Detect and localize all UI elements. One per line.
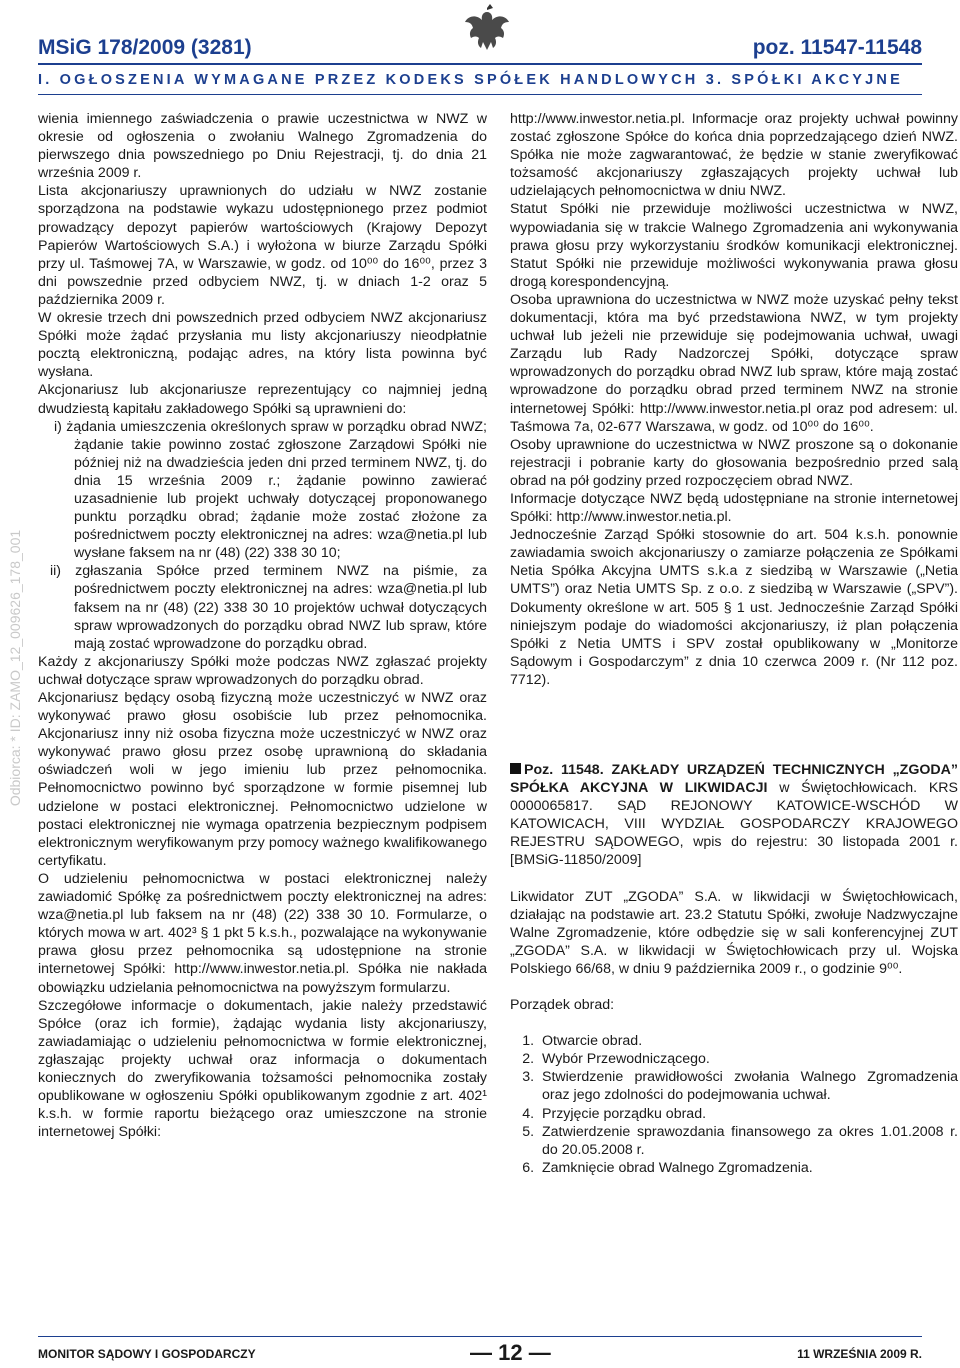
paragraph: Osoba uprawniona do uczestnictwa w NWZ może uzyskać pełny tekst dokumentacji, która ma być przedstawiona NWZ, w tym projekty uchwał lub jeżeli nie przewiduje się podejmowania uchwał, uwagi Zarządu lub Rady Nadzorczej Spółki, dotyczące spraw wprowadzonych do porządku obrad NWZ lub spraw, które mają zostać wprowadzone do porządku obrad przed terminem NWZ na stronie internetowej Spółki: http://www.inwestor.netia.pl oraz pod adresem: ul. Taśmowa 7a, 02-677 Warszawa, w godz. od 10⁰⁰ do 16⁰⁰. xyxy=(510,291,958,435)
page-number: — 12 — xyxy=(470,1340,551,1365)
paragraph: Likwidator ZUT „ZGODA” S.A. w likwidacji w Świętochłowicach, działając na podstawie art. 23.2 Statutu Spółki, zwołuje Nadzwyczajne Walne Zgromadzenie, które odbędzie się w sali konferencyjnej ZUT „ZGODA” S.A. w likwidacji w Świętochłowicach przy ul. Wojska Polskiego 66/68, w dniu 9 października 2009 r., o godzinie 9⁰⁰. xyxy=(510,888,958,977)
bullet-square-icon xyxy=(510,763,521,774)
agenda-item: 5. Zatwierdzenie sprawozdania finansowego za okres 1.01.2008 r. do 20.05.2008 r. xyxy=(538,1123,958,1159)
spacer xyxy=(510,689,958,761)
paragraph: Informacje dotyczące NWZ będą udostępniane na stronie internetowej Spółki: http://www.inwestor.netia.pl. xyxy=(510,490,958,526)
agenda-title: Porządek obrad: xyxy=(510,997,615,1014)
notice-title: Poz. 11548. ZAKŁADY URZĄDZEŃ TECHNICZNYCH „ZGODA” SPÓŁKA AKCYJNA W LIKWIDACJI xyxy=(510,762,958,797)
agenda-item: 4. Przyjęcie porządku obrad. xyxy=(538,1105,958,1123)
paragraph: Osoby uprawnione do uczestnictwa w NWZ proszone są o dokonanie rejestracji i pobranie karty do głosowania bezpośrednio przed salą obrad na pół godziny przed rozpoczęciem obrad NWZ. xyxy=(510,436,958,489)
spacer xyxy=(510,870,958,888)
publication-date: 11 WRZEŚNIA 2009 R. xyxy=(797,1347,922,1361)
publication-name: MONITOR SĄDOWY I GOSPODARCZY xyxy=(38,1347,256,1361)
header-divider xyxy=(38,63,922,65)
paragraph: Akcjonariusz lub akcjonariusze reprezentujący co najmniej jedną dwudziestą kapitału zakładowego Spółki są uprawnieni do: xyxy=(38,382,487,417)
agenda-item: 3. Stwierdzenie prawidłowości zwołania Walnego Zgromadzenia oraz jego zdolności do podejmowania uchwał. xyxy=(538,1068,958,1104)
section-heading: I. OGŁOSZENIA WYMAGANE PRZEZ KODEKS SPÓŁEK HANDLOWYCH 3. SPÓŁKI AKCYJNE xyxy=(38,72,903,88)
paragraph: O udzieleniu pełnomocnictwa w postaci elektronicznej należy zawiadomić Spółkę za pośrednictwem poczty elektronicznej na adres: wza@netia.pl lub faksem na nr (48) (22) 338 30 10. Formularze, o których mowa w art. 402³ § 1 pkt 5 k.s.h., pozwalające na wykonywanie prawa głosu przez pełnomocnika są udostępnione na stronie internetowej Spółki: http://www.inwestor.netia.pl. Spółka nie nakłada obowiązku udzielania pełnomocnictwa na powyższym formularzu. xyxy=(38,870,487,996)
recipient-watermark: Odbiorca: * ID: ZAMO_12_009626_178_001 xyxy=(7,529,23,807)
spacer xyxy=(510,978,958,996)
paragraph: Szczegółowe informacje o dokumentach, jakie należy przedstawić Spółce (oraz ich formie), żądając wydania listy akcjonariuszy, zawiadamiając o udzieleniu pełnomocnictwa w formie elektronicznej, zgłaszając projekty uchwał oraz informacja o dokumentach koniecznych do zweryfikowania tożsamości pełnomocnika zostały opublikowane w ogłoszeniu Spółki opublikowanym zgodnie z art. 402¹ k.s.h. w formie raportu bieżącego oraz umieszczone na stronie internetowej Spółki: xyxy=(38,997,487,1141)
paragraph: wienia imiennego zaświadczenia o prawie uczestnictwa w NWZ w okresie od ogłoszenia o zwołaniu Walnego Zgromadzenia do pierwszego dnia powszedniego po Dniu Rejestracji, tj. do dnia 21 września 2009 r. xyxy=(38,111,487,182)
polish-eagle-emblem-icon xyxy=(463,2,511,58)
list-item-ii: ii) zgłaszania Spółce przed terminem NWZ na piśmie, za pośrednictwem poczty elektronicznej na adres: wza@netia.pl lub faksem na nr (48) (22) 338 30 10 projektów uchwał dotyczących spraw wprowadzonych do porządku obrad NWZ lub spraw, które mają zostać wprowadzone do porządku obrad. xyxy=(50,563,487,652)
paragraph: http://www.inwestor.netia.pl. Informacje oraz projekty uchwał powinny zostać zgłoszone Spółce do końca dnia poprzedzającego dzień NWZ. Spółka nie może zagwarantować, że będzie w stanie zweryfikować tożsamość akcjonariuszy zgłaszających projekty uchwał lub udzielających pełnomocnictwa w dniu NWZ. xyxy=(510,111,958,200)
notice-header xyxy=(510,761,958,870)
agenda-list xyxy=(510,1032,958,1177)
paragraph: Każdy z akcjonariuszy Spółki może podczas NWZ zgłaszać projekty uchwał dotyczące spraw wprowadzonych do porządku obrad. xyxy=(38,653,487,688)
paragraph: W okresie trzech dni powszednich przed odbyciem NWZ akcjonariusz Spółki może żądać przysłania mu listy akcjonariuszy nieodpłatnie pocztą elektroniczną, podając adres, na który lista powinna być wysłana. xyxy=(38,310,487,381)
footer-divider xyxy=(38,1336,922,1337)
spacer xyxy=(510,1014,958,1032)
issue-number: MSiG 178/2009 (3281) xyxy=(38,36,252,59)
section-divider xyxy=(38,94,922,95)
paragraph: Statut Spółki nie przewiduje możliwości uczestnictwa w NWZ, wypowiadania się w trakcie Walnego Zgromadzenia ani wykonywania prawa głosu przy wykorzystaniu środków komunikacji elektronicznej. Statut Spółki nie przewiduje możliwości wykonywania prawa głosu drogą korespondencyjną. xyxy=(510,201,958,290)
right-column xyxy=(510,110,958,1177)
paragraph: Akcjonariusz będący osobą fizyczną może uczestniczyć w NWZ oraz wykonywać prawo głosu osobiście lub przez pełnomocnika. Akcjonariusz inny niż osoba fizyczna może uczestniczyć w NWZ oraz wykonywać prawo głosu przez osobę uprawnioną do składania oświadczeń woli w jego imieniu lub przez pełnomocnika. Pełnomocnictwo powinno być sporządzone w formie pisemnej lub udzielone w postaci elektronicznej. Pełnomocnictwo udzielone w postaci elektronicznej nie wymaga opatrzenia bezpiecznym podpisem elektronicznym weryfikowanym przy pomocy ważnego kwalifikowanego certyfikatu. xyxy=(38,690,487,869)
notice-registry: w Świętochłowicach. KRS 0000065817. SĄD REJONOWY KATOWICE-WSCHÓD W KATOWICACH, VIII WYDZIAŁ GOSPODARCZY KRAJOWEGO REJESTRU SĄDOWEGO, wpis do rejestru: 30 listopada 2001 r. [BMSiG-11850/2009] xyxy=(510,780,958,869)
agenda-item: 2. Wybór Przewodniczącego. xyxy=(538,1050,958,1068)
paragraph: Lista akcjonariuszy uprawnionych do udziału w NWZ zostanie sporządzona na podstawie wykazu udostępnionego przez podmiot prowadzący depozyt papierów wartościowych (Krajowy Depozyt Papierów Wartościowych S.A.) i wyłożona w biurze Zarządu Spółki przy ul. Taśmowej 7A, w Warszawie, w godz. od 10⁰⁰ do 16⁰⁰, przez 3 dni powszednie przed odbyciem NWZ, tj. w dniach 1-2 oraz 5 października 2009 r. xyxy=(38,183,487,308)
list-item-i: i) żądania umieszczenia określonych spraw w porządku obrad NWZ; żądanie takie powinno zostać zgłoszone Zarządowi Spółki nie później niż na dwadzieścia jeden dni przed terminem NWZ, tj. do dnia 15 września 2009 r.; żądanie powinno zawierać uzasadnienie lub projekt uchwały dotyczącej proponowanego punktu porządku obrad; żądanie może zostać złożone za pośrednictwem poczty elektronicznej na adres: wza@netia.pl lub wysłane faksem na nr (48) (22) 338 30 10; xyxy=(54,418,487,562)
agenda-item: 6. Zamknięcie obrad Walnego Zgromadzenia. xyxy=(538,1159,958,1177)
left-column xyxy=(38,110,487,1141)
agenda-item: 1. Otwarcie obrad. xyxy=(538,1032,958,1050)
position-range: poz. 11547-11548 xyxy=(752,36,922,59)
paragraph: Jednocześnie Zarząd Spółki stosownie do art. 504 k.s.h. ponownie zawiadamia swoich akcjonariuszy o zamiarze połączenia ze Spółkami Netia Spółka Akcyjna UMTS s.k.a z siedzibą w Warszawie („Netia UMTS”) oraz Netia UMTS Sp. z o.o. z siedzibą w Warszawie („SPV”). Dokumenty określone w art. 505 § 1 ust. Jednocześnie Zarząd Spółki niniejszym podaje do wiadomości akcjonariuszy, iż plan połączenia Spółki z Netia UMTS i SPV został opublikowany w „Monitorze Sądowym i Gospodarczym” z dnia 10 czerwca 2009 r. (Nr 112 poz. 7712). xyxy=(510,527,958,688)
